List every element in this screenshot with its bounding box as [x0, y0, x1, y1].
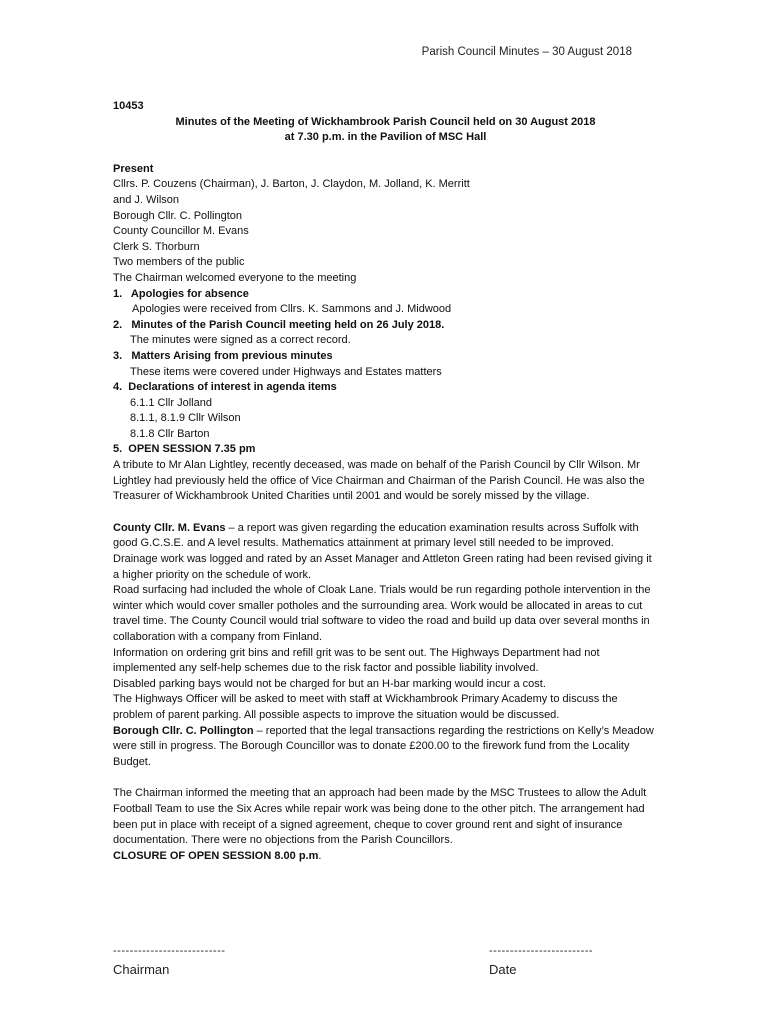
- date-label: Date: [489, 962, 517, 977]
- document-number: 10453: [113, 100, 144, 112]
- present-line: Cllrs. P. Couzens (Chairman), J. Barton, J. Claydon, M. Jolland, K. Merritt: [113, 178, 470, 191]
- borough-report-text: – reported that the legal transactions regarding the restrictions on Kelly’s Meadow were still in progress. The Borough Councillor was to donate £200.00 to the firework fund from the Locality Budget.: [113, 724, 654, 768]
- county-report-text: – a report was given regarding the education examination results across Suffolk with good G.C.S.E. and A level results. Mathematics attainment at primary level still needed to be improved.: [113, 521, 639, 550]
- tribute-paragraph: A tribute to Mr Alan Lightley, recently deceased, was made on behalf of the Parish Council by Cllr Wilson. Mr Lightley had previously held the office of Vice Chairman and Chairman of the Parish Council. He was also the Treasurer of Wickhambrook United Charities until 2001 and would be sorely missed by the village.: [113, 459, 645, 503]
- interest-declaration: 8.1.1, 8.1.9 Cllr Wilson: [130, 412, 241, 425]
- drainage-paragraph: Drainage work was logged and rated by an Asset Manager and Attleton Green rating had been revised giving it a higher priority on the schedule of work.: [113, 553, 652, 581]
- item-3-text: These items were covered under Highways and Estates matters: [130, 365, 442, 378]
- borough-report-paragraph: [113, 724, 658, 771]
- borough-councillor-label: Borough Cllr. C. Pollington: [113, 724, 254, 737]
- minutes-body: [113, 99, 658, 864]
- item-1-text: Apologies were received from Cllrs. K. Sammons and J. Midwood: [132, 303, 452, 316]
- present-line: and J. Wilson: [113, 193, 180, 206]
- document-title-line-2: at 7.30 p.m. in the Pavilion of MSC Hall: [284, 131, 487, 144]
- date-signature-block: [489, 944, 593, 977]
- chairman-signature-block: [113, 944, 225, 977]
- closure-tail: .: [318, 849, 322, 862]
- closure-label: CLOSURE OF OPEN SESSION 8.00 p.m: [113, 849, 319, 862]
- county-councillor-label: County Cllr. M. Evans: [113, 521, 226, 534]
- item-2-text: The minutes were signed as a correct record.: [130, 334, 351, 347]
- present-line: Two members of the public: [113, 256, 245, 269]
- chairman-label: Chairman: [113, 962, 170, 977]
- item-4-heading: 4. Declarations of interest in agenda items: [113, 381, 337, 394]
- interest-declaration: 8.1.8 Cllr Barton: [130, 427, 210, 440]
- item-2-heading: 2. Minutes of the Parish Council meeting held on 26 July 2018.: [113, 318, 445, 331]
- present-heading: Present: [113, 162, 154, 175]
- grit-paragraph: Information on ordering grit bins and refill grit was to be sent out. The Highways Department had not implemented any self-help schemes due to the risk factor and possible liability involved.: [113, 646, 600, 675]
- present-line: Clerk S. Thorburn: [113, 240, 200, 253]
- interest-declaration: 6.1.1 Cllr Jolland: [130, 396, 212, 409]
- running-header: Parish Council Minutes – 30 August 2018: [421, 46, 632, 58]
- chairman-info-paragraph: The Chairman informed the meeting that an approach had been made by the MSC Trustees to allow the Adult Football Team to use the Six Acres while repair work was being done to the other pitch. The arrangement had been put in place with receipt of a signed agreement, cheque to cover ground rent and sight of insurance documentation. There were no objections from the Parish Councillors.: [113, 787, 647, 847]
- item-3-heading: 3. Matters Arising from previous minutes: [113, 349, 333, 362]
- road-surfacing-paragraph: Road surfacing had included the whole of Cloak Lane. Trials would be run regarding pothole intervention in the winter which would cover smaller potholes and the surrounding area. Work would be allocated in areas to cut travel time. The County Council would trial software to video the road and build up data over several months in collaboration with a company from Finland.: [113, 584, 651, 643]
- chairman-signature-line: ---------------------------: [113, 945, 226, 957]
- present-line: Borough Cllr. C. Pollington: [113, 209, 243, 222]
- highways-officer-paragraph: The Highways Officer will be asked to meet with staff at Wickhambrook Primary Academy to discuss the problem of parent parking. All possible aspects to improve the situation would be discussed.: [113, 693, 618, 721]
- county-report-paragraph: [113, 521, 658, 552]
- present-line: The Chairman welcomed everyone to the meeting: [113, 271, 357, 284]
- date-signature-line: -------------------------: [489, 945, 594, 957]
- item-5-heading: 5. OPEN SESSION 7.35 pm: [113, 443, 256, 456]
- present-line: County Councillor M. Evans: [113, 225, 249, 238]
- document-title-line-1: Minutes of the Meeting of Wickhambrook Parish Council held on 30 August 2018: [175, 115, 596, 128]
- parking-paragraph: Disabled parking bays would not be charged for but an H-bar marking would incur a cost.: [113, 677, 546, 690]
- closure-line: [113, 849, 658, 865]
- item-1-heading: 1. Apologies for absence: [113, 287, 249, 300]
